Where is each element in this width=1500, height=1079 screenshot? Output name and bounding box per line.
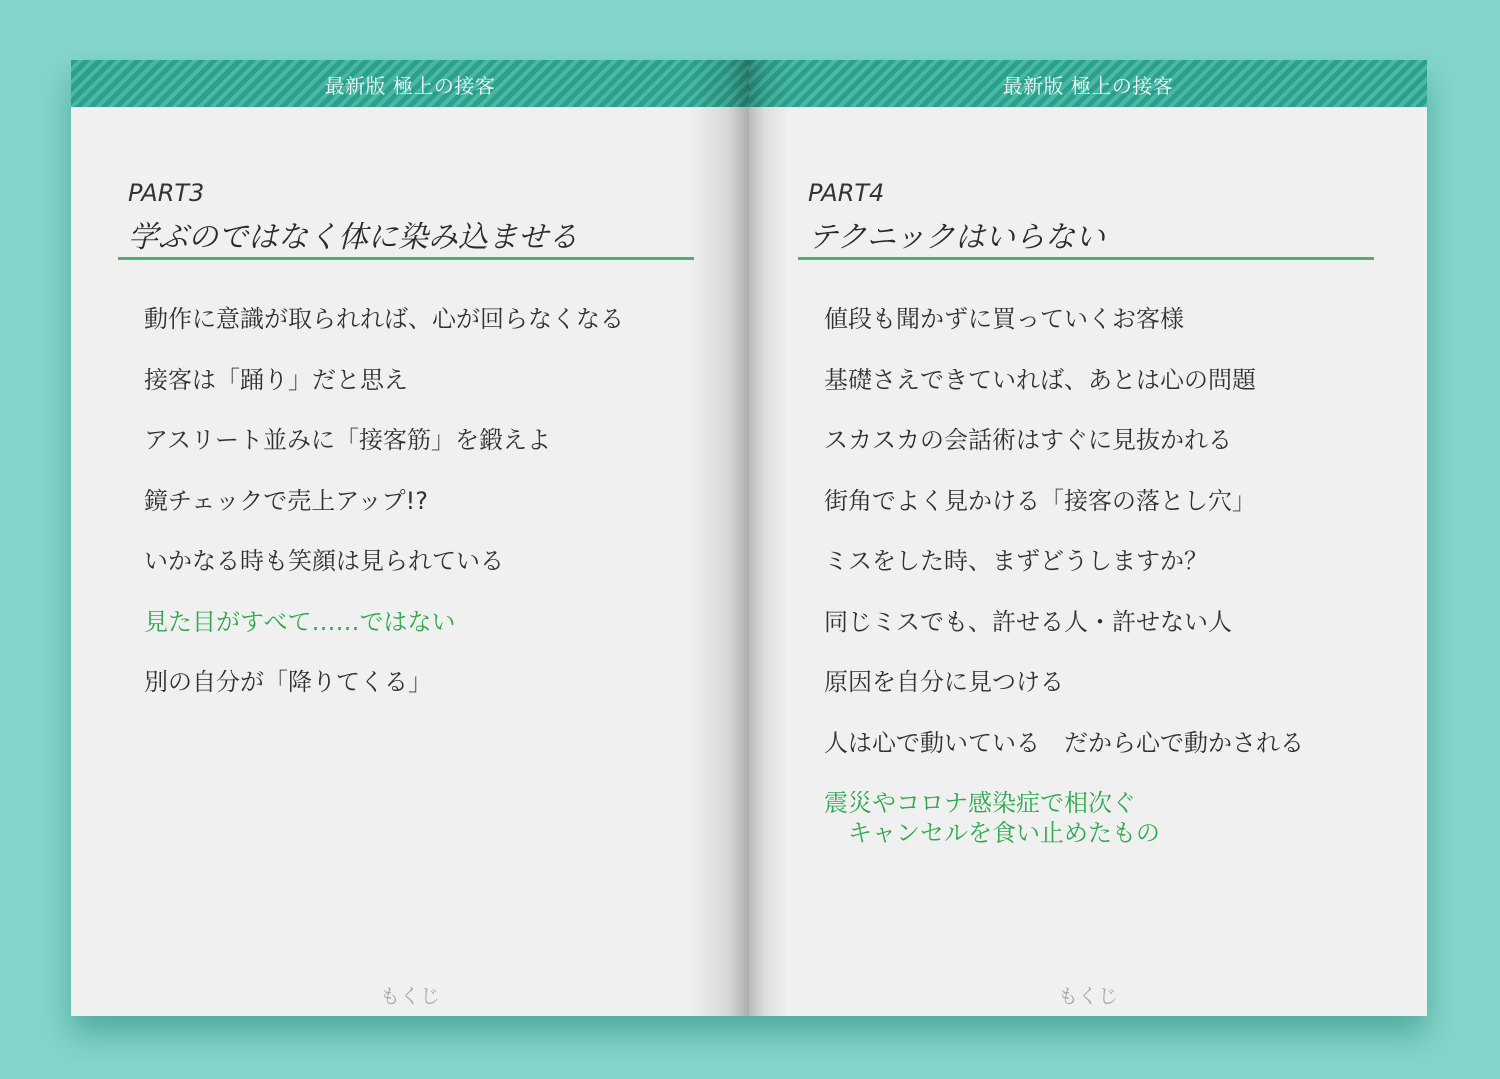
chapter-item[interactable]: 同じミスでも、許せる人・許せない人 bbox=[824, 607, 1232, 636]
left-spine-shadow bbox=[689, 60, 749, 1016]
chapter-item[interactable]: 鏡チェックで売上アップ!? bbox=[144, 486, 428, 515]
right-page bbox=[749, 60, 1427, 1016]
left-part-title: 学ぶのではなく体に染み込ませる bbox=[128, 220, 578, 255]
right-chapter-list bbox=[824, 304, 1304, 879]
chapter-item[interactable]: 原因を自分に見つける bbox=[824, 668, 1064, 696]
chapter-item[interactable]: 人は心で動いている だから心で動かされる bbox=[824, 728, 1304, 757]
chapter-item[interactable]: 別の自分が「降りてくる」 bbox=[144, 668, 432, 696]
left-page bbox=[71, 60, 749, 1016]
left-toc-link[interactable]: もくじ bbox=[380, 984, 440, 1008]
chapter-item[interactable]: 接客は「踊り」だと思え bbox=[144, 365, 408, 394]
chapter-item[interactable]: 値段も聞かずに買っていくお客様 bbox=[824, 305, 1184, 333]
chapter-item[interactable]: 基礎さえできていれば、あとは心の問題 bbox=[824, 365, 1256, 394]
left-title-rule bbox=[118, 257, 694, 260]
chapter-item[interactable]: アスリート並みに「接客筋」を鍛えよ bbox=[144, 426, 552, 454]
left-part-label: PART3 bbox=[128, 179, 205, 207]
chapter-item[interactable]: 震災やコロナ感染症で相次ぐ キャンセルを食い止めたもの bbox=[824, 789, 1160, 847]
chapter-item[interactable]: 街角でよく見かける「接客の落とし穴」 bbox=[824, 486, 1256, 515]
open-book bbox=[71, 60, 1427, 1016]
left-header-title: 最新版 極上の接客 bbox=[324, 74, 496, 98]
right-page-header bbox=[749, 60, 1427, 107]
chapter-item[interactable]: スカスカの会話術はすぐに見抜かれる bbox=[824, 426, 1232, 454]
right-part-title: テクニックはいらない bbox=[808, 220, 1105, 255]
chapter-item[interactable]: 見た目がすべて……ではない bbox=[144, 607, 456, 636]
right-toc-link[interactable]: もくじ bbox=[1058, 984, 1118, 1008]
right-header-title: 最新版 極上の接客 bbox=[1002, 74, 1174, 98]
left-page-header bbox=[71, 60, 749, 107]
chapter-item[interactable]: ミスをした時、まずどうしますか？ bbox=[824, 547, 1208, 575]
right-spine-shadow bbox=[749, 60, 789, 1016]
right-title-rule bbox=[798, 257, 1374, 260]
chapter-item[interactable]: いかなる時も笑顔は見られている bbox=[144, 547, 504, 575]
left-chapter-list bbox=[144, 304, 624, 728]
right-part-label: PART4 bbox=[808, 179, 885, 207]
chapter-item[interactable]: 動作に意識が取られれば、心が回らなくなる bbox=[144, 305, 624, 333]
